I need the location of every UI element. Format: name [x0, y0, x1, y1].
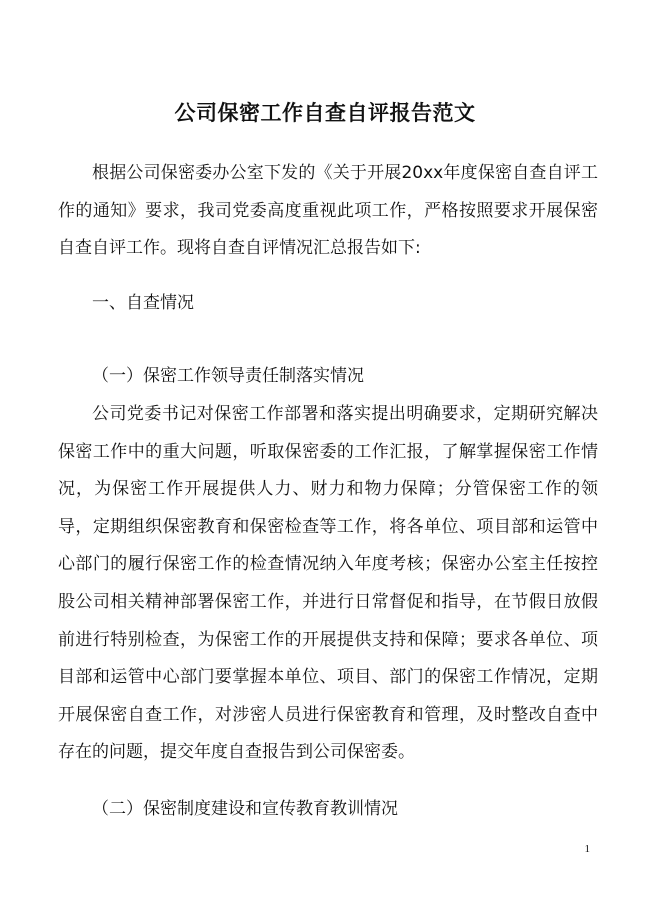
page-number: 1 — [584, 843, 590, 855]
leadership-responsibility-paragraph: 公司党委书记对保密工作部署和落实提出明确要求，定期研究解决保密工作中的重大问题，听取保密委的工作汇报，了解掌握保密工作情况，为保密工作开展提供人力、财力和物力保障；分管保密工作的领导，定期组织保密教育和保密检查等工作，将各单位、项目部和运管中心部门的履行保密工作的检查情况纳入年度考核；保密办公室主任按控股公司相关精神部署保密工作，并进行日常督促和指导，在节假日放假前进行特别检查，为保密工作的开展提供支持和保障；要求各单位、项目部和运管中心部门要掌握本单位、项目、部门的保密工作情况，定期开展保密自查工作，对涉密人员进行保密教育和管理，及时整改自查中存在的问题，提交年度自查报告到公司保密委。 — [58, 404, 598, 763]
document-title: 公司保密工作自查自评报告范文 — [174, 101, 476, 125]
section-heading-self-inspection: 一、自查情况 — [92, 293, 194, 313]
subsection-heading-system-education: （二）保密制度建设和宣传教育教训情况 — [92, 799, 398, 819]
intro-paragraph: 根据公司保密委办公室下发的《关于开展20xx年度保密自查自评工作的通知》要求，我司党委高度重视此项工作，严格按照要求开展保密自查自评工作。现将自查自评情况汇总报告如下: — [58, 163, 598, 259]
subsection-heading-leadership-responsibility: （一）保密工作领导责任制落实情况 — [92, 366, 364, 386]
